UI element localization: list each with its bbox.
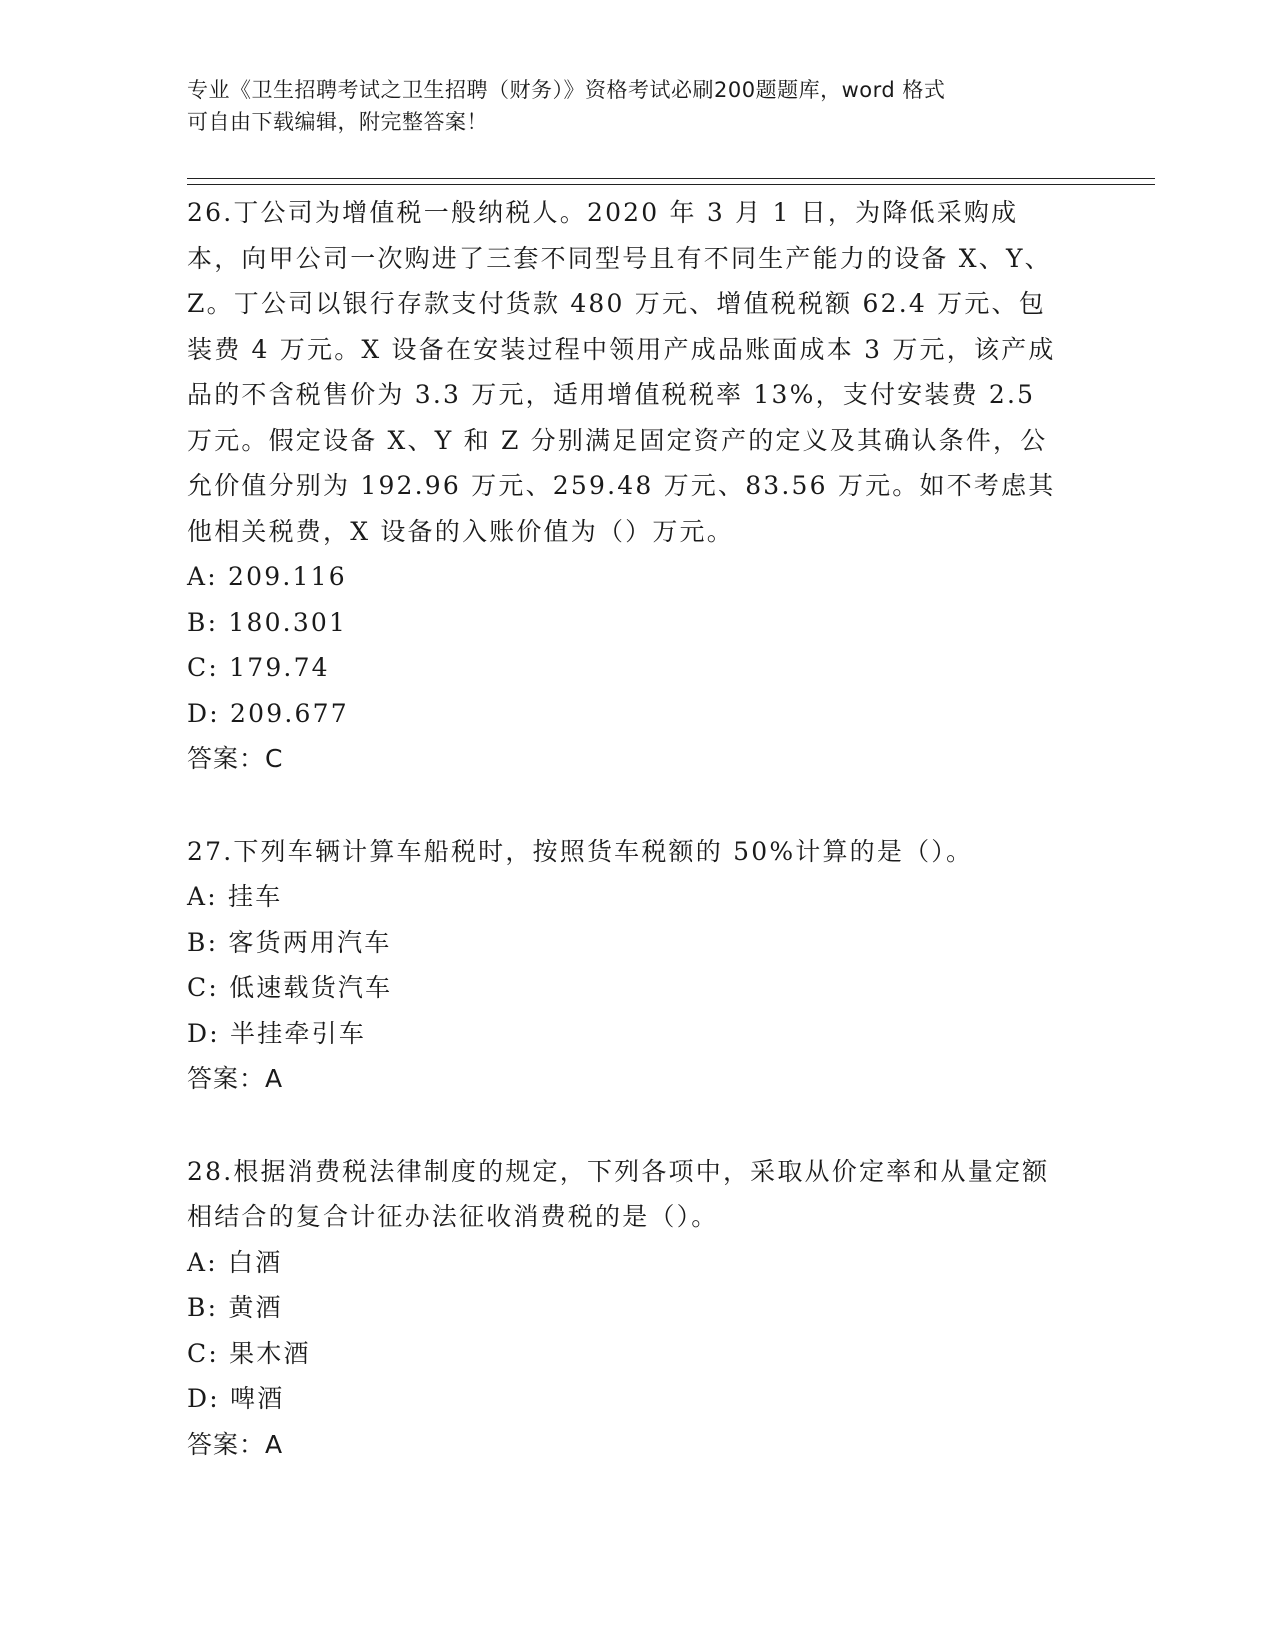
header-line-1: 专业《卫生招聘考试之卫生招聘（财务）》资格考试必刷200题题库，word 格式 [187, 78, 946, 102]
question-number: 26. [187, 198, 234, 227]
option-text: 白酒 [228, 1247, 283, 1277]
question-26 [187, 190, 1087, 782]
option-b [187, 1285, 1087, 1331]
option-d [187, 1376, 1087, 1422]
option-label: C: [187, 973, 219, 1002]
option-b [187, 920, 1087, 966]
answer: 答案：C [187, 744, 284, 773]
option-text: 209.677 [230, 698, 349, 728]
option-label: B: [187, 1293, 219, 1322]
option-c [187, 645, 1087, 691]
option-text: 180.301 [228, 607, 348, 637]
option-label: A: [187, 1247, 218, 1277]
question-27 [187, 829, 1087, 1102]
question-text [187, 190, 1072, 554]
option-text: 啤酒 [230, 1384, 285, 1413]
header-divider [187, 184, 1155, 185]
option-text: 果木酒 [229, 1338, 311, 1368]
question-number: 28. [187, 1156, 234, 1186]
option-label: B: [187, 607, 219, 637]
option-label: D: [187, 1018, 220, 1048]
option-text: 挂车 [228, 882, 283, 911]
question-spacer [187, 1102, 1087, 1149]
option-label: D: [187, 698, 220, 728]
question-number: 27. [187, 836, 234, 866]
document-header [187, 74, 1067, 138]
option-label: C: [187, 1338, 219, 1368]
option-d [187, 691, 1087, 737]
question-spacer [187, 782, 1087, 829]
question-body: 丁公司为增值税一般纳税人。2020 年 3 月 1 日，为降低采购成本，向甲公司一次购进了三套不同型号且有不同生产能力的设备 X、Y、Z。丁公司以银行存款支付货款 480 万元、增值税税额 62.4 万元、包装费 4 万元。X 设备在安装过程中领用产成品账面成本 3 万元，该产成品的不含税售价为 3.3 万元，适用增值税税率 13%，支付安装费 2.5 万元。假定设备 X、Y 和 Z 分别满足固定资产的定义及其确认条件，公允价值分别为 192.96 万元、259.48 万元、83.56 万元。如不考虑其他相关税费，X 设备的入账价值为（）万元。 [187, 198, 1056, 546]
header-divider-thin [187, 178, 1155, 179]
question-text [187, 1149, 1072, 1240]
question-text [187, 829, 1072, 875]
option-label: A: [187, 882, 218, 911]
header-line-2: 可自由下载编辑，附完整答案！ [187, 110, 488, 134]
option-text: 半挂牵引车 [230, 1018, 367, 1048]
option-text: 低速载货汽车 [229, 973, 393, 1002]
option-a [187, 554, 1087, 600]
option-b [187, 600, 1087, 646]
option-label: C: [187, 653, 219, 682]
answer: 答案：A [187, 1429, 284, 1459]
option-c [187, 965, 1087, 1011]
option-a [187, 1240, 1087, 1286]
question-body: 根据消费税法律制度的规定，下列各项中，采取从价定率和从量定额相结合的复合计征办法征收消费税的是（）。 [187, 1156, 1050, 1231]
option-text: 客货两用汽车 [228, 927, 392, 957]
question-list [187, 190, 1087, 1467]
option-label: B: [187, 927, 219, 957]
question-28 [187, 1149, 1087, 1468]
option-text: 179.74 [229, 653, 330, 682]
option-label: D: [187, 1384, 220, 1413]
option-text: 黄酒 [228, 1293, 283, 1322]
option-a [187, 874, 1087, 920]
option-label: A: [187, 562, 218, 591]
option-c [187, 1331, 1087, 1377]
option-text: 209.116 [228, 562, 347, 591]
answer: 答案：A [187, 1064, 284, 1093]
option-d [187, 1011, 1087, 1057]
question-body: 下列车辆计算车船税时，按照货车税额的 50%计算的是（）。 [233, 836, 974, 866]
